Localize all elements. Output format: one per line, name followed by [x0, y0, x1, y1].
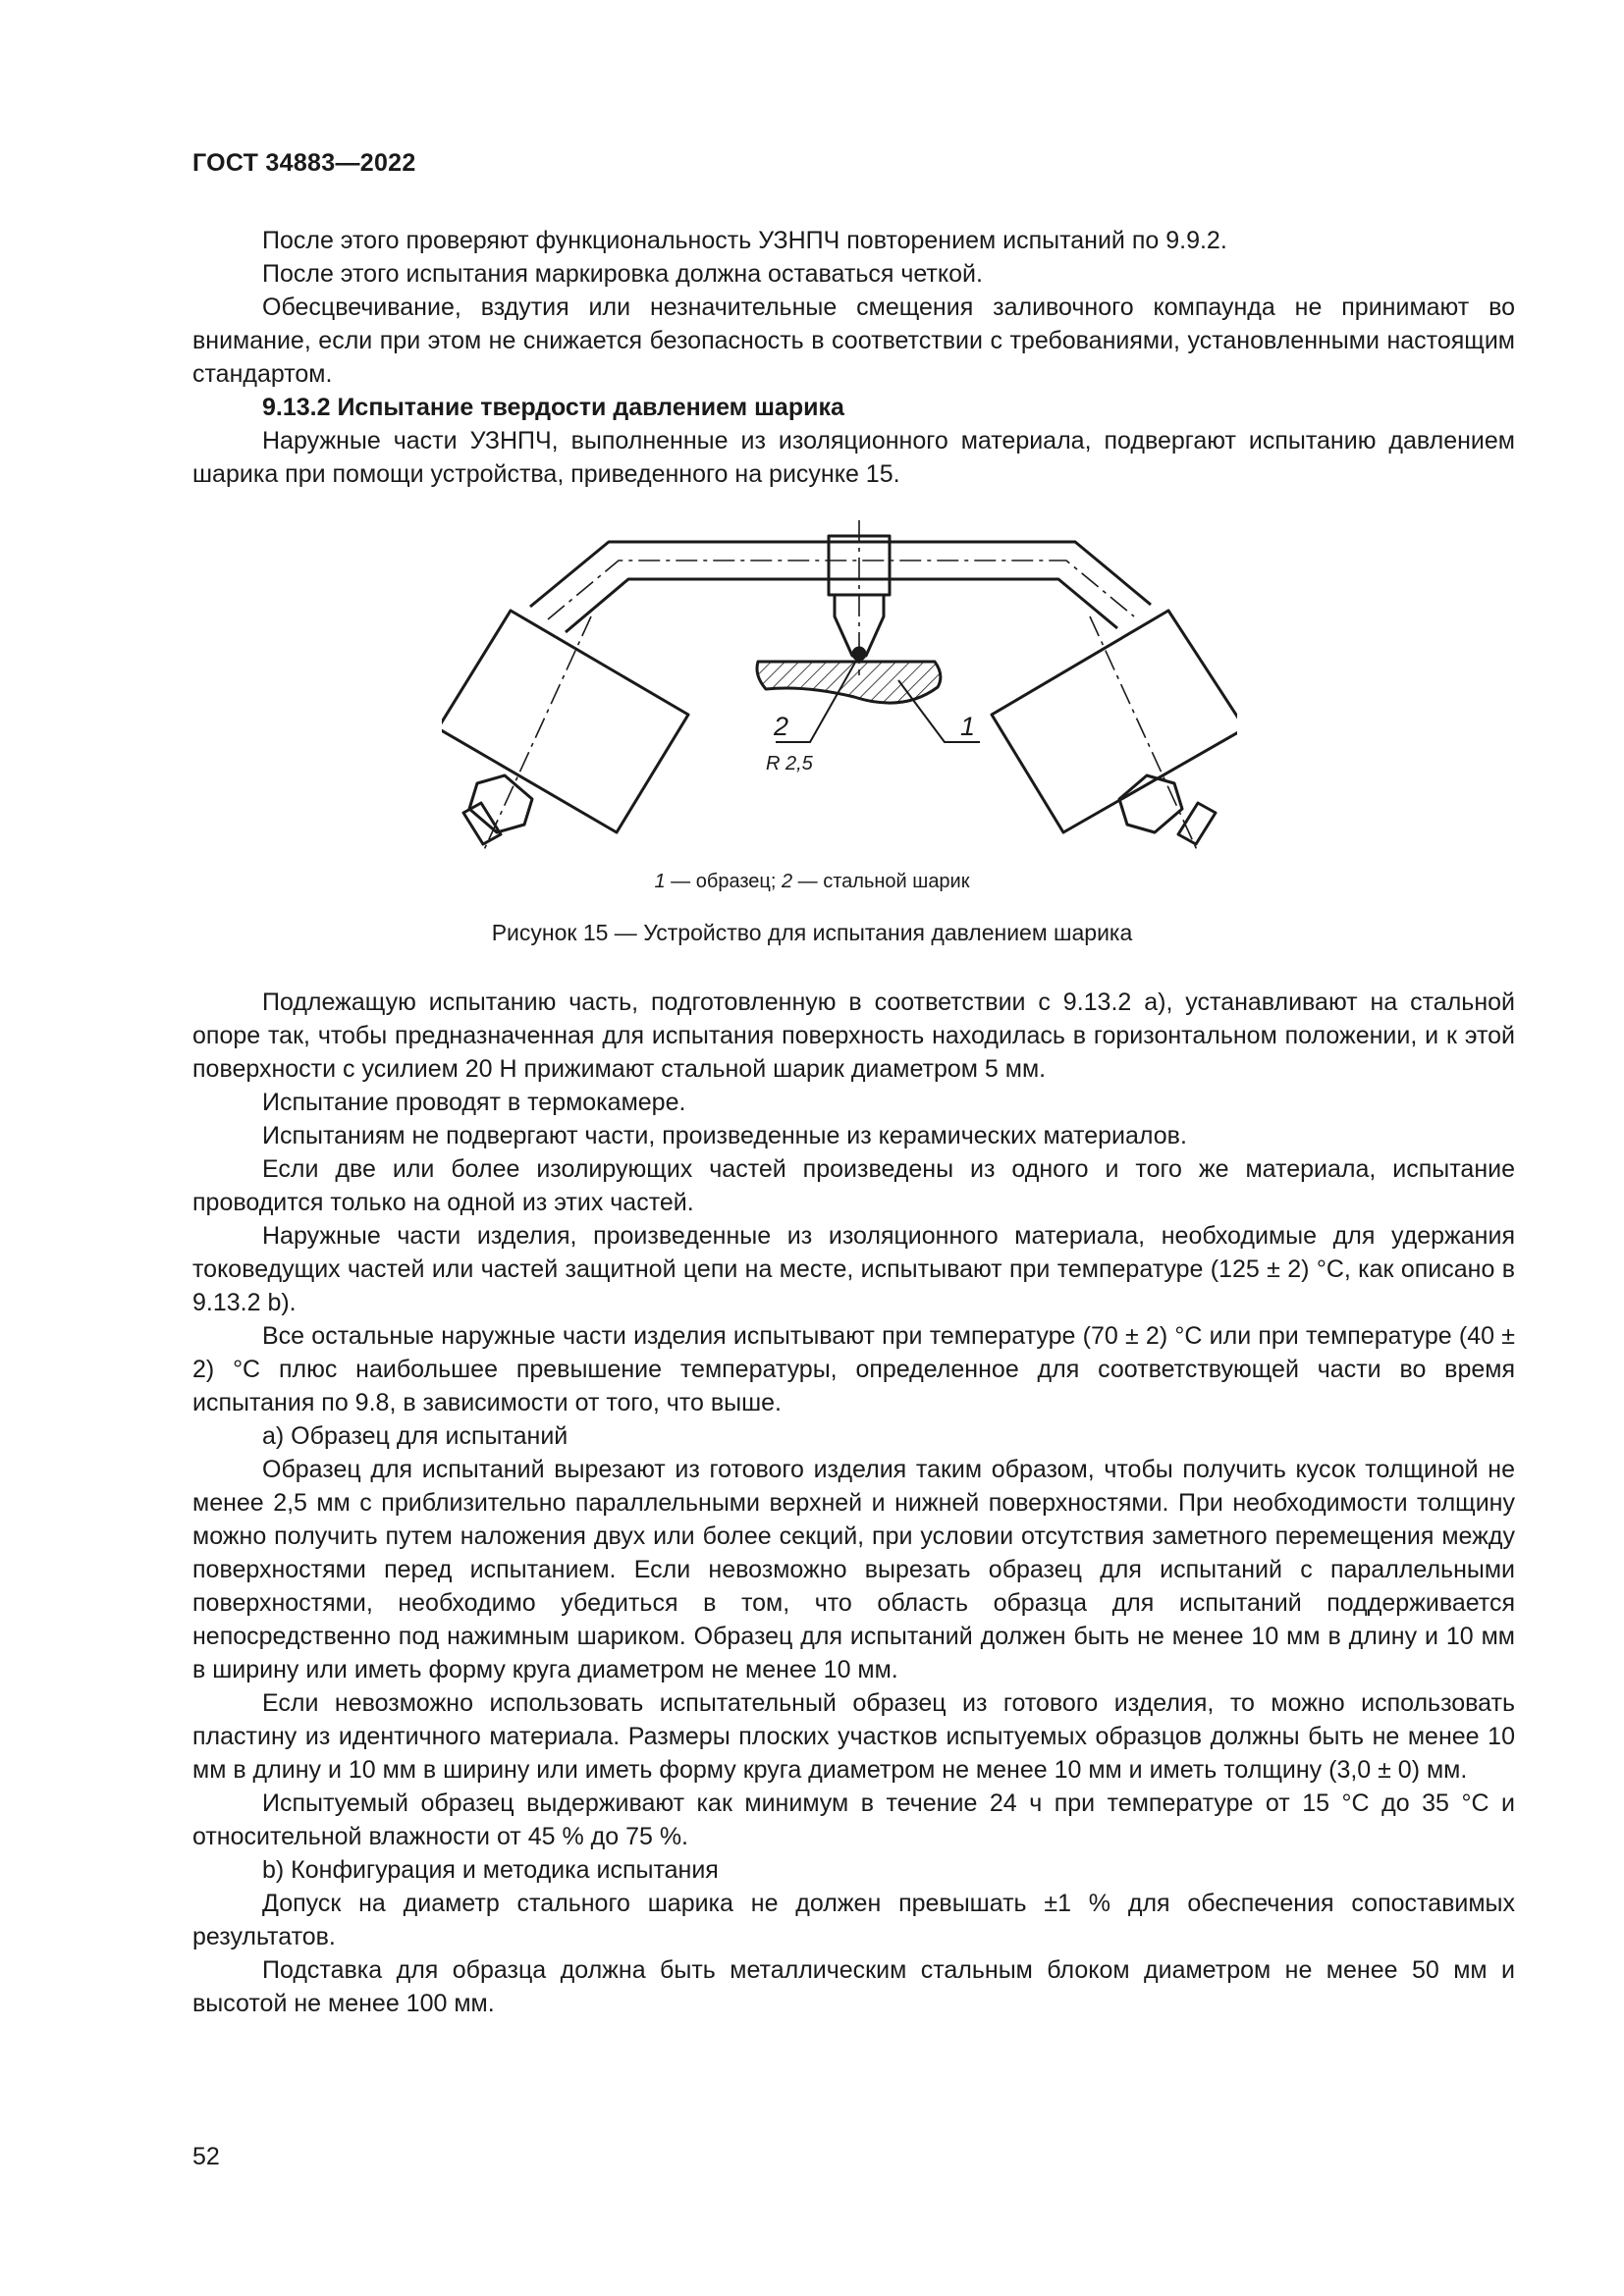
left-block-centerline: [483, 616, 591, 852]
figure-legend: [0, 871, 1624, 893]
subsection-a: а) Образец для испытаний: [262, 1422, 568, 1450]
left-weight-block: [442, 611, 688, 832]
ball-pressure-apparatus-figure: [442, 518, 1237, 857]
paragraph: Испытание проводят в термокамере.: [262, 1089, 686, 1116]
paragraph: После этого проверяют функциональность УЗНПЧ повторением испытаний по 9.9.2.: [262, 227, 1227, 254]
legend-1-number: 1: [654, 871, 666, 892]
legend-2-text: — стальной шарик: [792, 871, 970, 892]
section-heading: 9.13.2 Испытание твердости давлением шарика: [262, 394, 844, 421]
paragraph: Если невозможно использовать испытательный образец из готового изделия, то можно использовать пластину из идентичного материала. Размеры плоских участков испытуемых образцов должны быть не менее 10 мм в длину и 10 мм в ширину или иметь форму круга диаметром не менее 10 мм и иметь толщину (3,0 ± 0) мм.: [192, 1689, 1515, 1784]
legend-2-number: 2: [781, 871, 793, 892]
paragraph: Наружные части изделия, произведенные из изоляционного материала, необходимые для удержания токоведущих частей или частей защитной цепи на месте, испытывают при температуре (125 ± 2) °С, как описано в 9.13.2 b).: [192, 1222, 1515, 1316]
frame-inner-outline: [566, 579, 1117, 632]
paragraph: Образец для испытаний вырезают из готового изделия таким образом, чтобы получить кусок толщиной не менее 2,5 мм с приблизительно параллельными верхней и нижней поверхностями. При необходимости толщину можно получить путем наложения двух или более секций, при условии отсутствия заметного перемещения между поверхностями перед испытанием. Если невозможно вырезать образец для испытаний с параллельными поверхностями, необходимо убедиться в том, что область образца для испытаний поддерживается непосредственно под нажимным шариком. Образец для испытаний должен быть не менее 10 мм в длину и 10 мм в ширину или иметь форму круга диаметром не менее 10 мм.: [192, 1456, 1515, 1683]
frame-outer-outline: [530, 542, 1151, 607]
steel-ball: [852, 647, 866, 661]
document-header: ГОСТ 34883—2022: [192, 149, 416, 177]
figure-label-radius: R 2,5: [766, 753, 813, 774]
subsection-b: b) Конфигурация и методика испытания: [262, 1856, 719, 1884]
paragraph: Испытуемый образец выдерживают как минимум в течение 24 ч при температуре от 15 °С до 35 °С и относительной влажности от 45 % до 75 %.: [192, 1789, 1515, 1850]
paragraph: Подлежащую испытанию часть, подготовленную в соответствии с 9.13.2 а), устанавливают на стальной опоре так, чтобы предназначенная для испытания поверхность находилась в горизонтальном положении, и к этой поверхности с усилием 20 Н прижимают стальной шарик диаметром 5 мм.: [192, 988, 1515, 1083]
paragraph: Обесцвечивание, вздутия или незначительные смещения заливочного компаунда не принимают во внимание, если при этом не снижается безопасность в соответствии с требованиями, установленными настоящим стандартом.: [192, 294, 1515, 388]
figure-label-2: 2: [774, 712, 789, 741]
paragraph: Испытаниям не подвергают части, произведенные из керамических материалов.: [262, 1122, 1187, 1149]
paragraph: Все остальные наружные части изделия испытывают при температуре (70 ± 2) °С или при температуре (40 ± 2) °С плюс наибольшее превышение температуры, определенное для соответствующей части во время испытания по 9.8, в зависимости от того, что выше.: [192, 1322, 1515, 1416]
paragraph: После этого испытания маркировка должна оставаться четкой.: [262, 260, 983, 288]
paragraph: Подставка для образца должна быть металлическим стальным блоком диаметром не менее 50 мм и высотой не менее 100 мм.: [192, 1956, 1515, 2017]
paragraph: Наружные части УЗНПЧ, выполненные из изоляционного материала, подвергают испытанию давлением шарика при помощи устройства, приведенного на рисунке 15.: [192, 427, 1515, 488]
legend-1-text: — образец;: [665, 871, 782, 892]
page-number: 52: [192, 2143, 220, 2170]
paragraph: Если две или более изолирующих частей произведены из одного и того же материала, испытание проводится только на одной из этих частей.: [192, 1155, 1515, 1216]
top-text-block: [192, 224, 1515, 491]
bottom-text-block: [192, 986, 1515, 2020]
frame-centerline: [548, 561, 1134, 619]
right-washer: [1178, 803, 1216, 844]
paragraph: Допуск на диаметр стального шарика не должен превышать ±1 % для обеспечения сопоставимых результатов.: [192, 1890, 1515, 1950]
figure-caption: Рисунок 15 — Устройство для испытания давлением шарика: [491, 920, 1133, 945]
figure-label-1: 1: [960, 712, 976, 741]
right-block-centerline: [1090, 616, 1198, 852]
right-weight-block: [992, 611, 1237, 832]
left-washer: [463, 803, 501, 844]
specimen: [757, 662, 941, 703]
